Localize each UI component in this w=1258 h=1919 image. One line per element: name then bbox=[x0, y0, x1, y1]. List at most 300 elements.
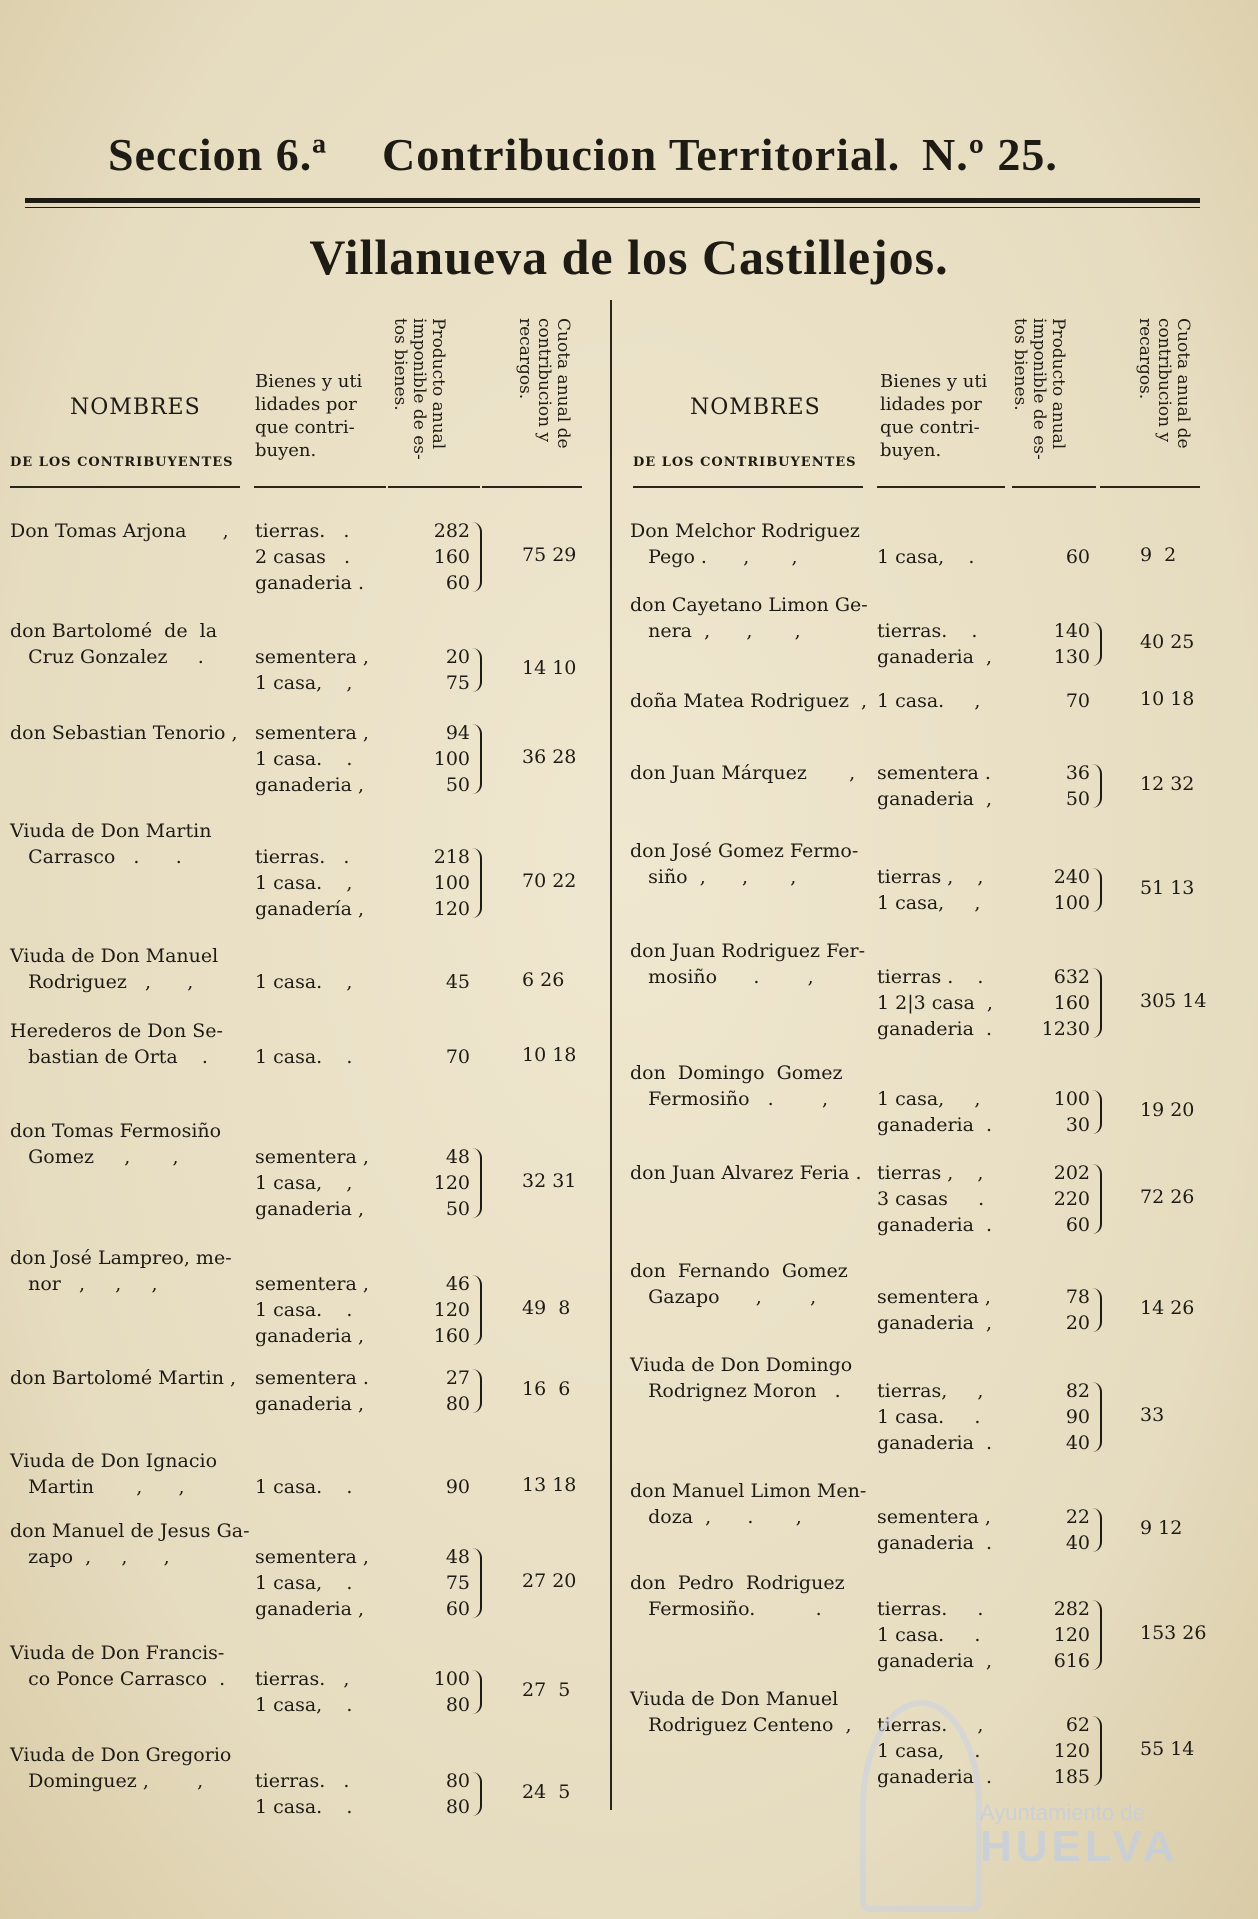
product-amount: 80 bbox=[445, 1770, 470, 1792]
property-item: 1 casa. . bbox=[255, 1046, 353, 1068]
property-item: ganadería , bbox=[255, 898, 365, 920]
contributor-name-line: Fermosiño. . bbox=[630, 1598, 822, 1620]
property-item: ganaderia . bbox=[877, 1214, 993, 1236]
product-amount: 50 bbox=[445, 774, 470, 796]
contributor-name-line: Viuda de Don Domingo bbox=[630, 1354, 853, 1376]
cuota-value: 24 5 bbox=[522, 1781, 571, 1803]
product-amounts bbox=[1030, 1284, 1090, 1336]
contributor-name-line: don Domingo Gomez bbox=[630, 1062, 843, 1084]
contributor-name-line: Gazapo , , bbox=[630, 1286, 817, 1308]
contributor-name-line: Herederos de Don Se- bbox=[10, 1020, 223, 1042]
cuota-value: 10 18 bbox=[1140, 688, 1195, 710]
contributor-name-line: Carrasco . . bbox=[10, 846, 182, 868]
property-items bbox=[255, 1144, 369, 1222]
product-amount: 160 bbox=[433, 1325, 470, 1347]
cuota-value: 153 26 bbox=[1140, 1622, 1207, 1644]
product-amounts bbox=[410, 1474, 470, 1500]
watermark-line1: Ayuntamiento de bbox=[980, 1800, 1145, 1825]
property-item: ganaderia . bbox=[877, 1018, 993, 1040]
contributor-name bbox=[10, 1640, 225, 1692]
property-item: 1 casa. . bbox=[255, 748, 353, 770]
page-title: Villanueva de los Castillejos. bbox=[309, 229, 949, 285]
contributor-name-line: Dominguez , , bbox=[10, 1770, 204, 1792]
product-amount: 30 bbox=[1065, 1114, 1090, 1136]
product-amount: 185 bbox=[1053, 1766, 1090, 1788]
property-item: 1 casa. , bbox=[877, 690, 981, 712]
property-item: sementera , bbox=[255, 1546, 369, 1568]
header-rule-thin bbox=[25, 207, 1200, 208]
product-amount: 632 bbox=[1053, 966, 1090, 988]
grouping-brace bbox=[1090, 764, 1102, 808]
header-bienes-line: buyen. bbox=[255, 440, 317, 461]
grouping-brace bbox=[470, 1670, 482, 1714]
product-amount: 100 bbox=[433, 872, 470, 894]
property-item: ganaderia . bbox=[877, 1114, 993, 1136]
product-amount: 160 bbox=[433, 546, 470, 568]
cuota-value: 6 26 bbox=[522, 969, 565, 991]
cuota-value: 36 28 bbox=[522, 746, 577, 768]
cuota-value: 70 22 bbox=[522, 870, 577, 892]
property-item: sementera , bbox=[877, 1506, 991, 1528]
product-amounts bbox=[1030, 1504, 1090, 1556]
property-item: ganaderia , bbox=[255, 1393, 365, 1415]
contributor-name-line: Fermosiño . , bbox=[630, 1088, 829, 1110]
contributor-name-line: Martin , , bbox=[10, 1476, 185, 1498]
property-items bbox=[877, 964, 993, 1042]
header-bienes-line: Bienes y uti bbox=[880, 371, 988, 392]
product-amounts bbox=[410, 1044, 470, 1070]
contributor-name bbox=[630, 1352, 852, 1404]
property-item: tierras . . bbox=[877, 966, 984, 988]
grouping-brace bbox=[470, 1548, 482, 1618]
header-rule bbox=[482, 486, 582, 488]
product-amounts bbox=[1030, 1712, 1090, 1790]
property-items bbox=[877, 688, 980, 714]
property-item: tierras. . bbox=[255, 520, 350, 542]
header-rule-thick bbox=[25, 198, 1200, 203]
property-item: ganaderia , bbox=[255, 1325, 365, 1347]
contributor-name-line: don Pedro Rodriguez bbox=[630, 1572, 845, 1594]
contributor-name-line: Gomez , , bbox=[10, 1146, 179, 1168]
header-contribuyentes: DE LOS CONTRIBUYENTES bbox=[10, 455, 234, 470]
grouping-brace bbox=[470, 1275, 482, 1345]
product-amount: 100 bbox=[433, 748, 470, 770]
product-amount: 40 bbox=[1065, 1532, 1090, 1554]
property-items bbox=[877, 1378, 992, 1456]
contributor-name bbox=[10, 943, 218, 995]
grouping-brace bbox=[1090, 968, 1102, 1038]
contributor-name-line: nor , , , bbox=[10, 1273, 158, 1295]
grouping-brace bbox=[1090, 1090, 1102, 1134]
header-contribucion: Contribucion Territorial. bbox=[382, 129, 901, 180]
property-item: ganaderia . bbox=[877, 1766, 993, 1788]
contributor-name-line: Pego . , , bbox=[630, 546, 798, 568]
product-amount: 60 bbox=[1065, 546, 1090, 568]
product-amount: 240 bbox=[1053, 866, 1090, 888]
property-item: ganaderia , bbox=[877, 646, 993, 668]
property-item: ganaderia , bbox=[255, 1598, 365, 1620]
property-item: 1 casa. , bbox=[255, 971, 353, 993]
header-nombres: NOMBRES bbox=[690, 395, 821, 420]
header-nombres: NOMBRES bbox=[70, 395, 201, 420]
property-item: 3 casas . bbox=[877, 1188, 985, 1210]
contributor-name-line: don Juan Alvarez Feria . bbox=[630, 1162, 862, 1184]
product-amount: 45 bbox=[445, 971, 470, 993]
product-amount: 218 bbox=[433, 846, 470, 868]
product-amounts bbox=[1030, 760, 1090, 812]
contributor-name bbox=[630, 592, 868, 644]
cuota-value: 19 20 bbox=[1140, 1099, 1195, 1121]
property-items bbox=[255, 720, 369, 798]
property-item: tierras, , bbox=[877, 1380, 984, 1402]
product-amount: 282 bbox=[433, 520, 470, 542]
contributor-name bbox=[630, 1478, 866, 1530]
header-rule bbox=[10, 486, 240, 488]
property-item: sementera , bbox=[877, 1286, 991, 1308]
page-header bbox=[100, 128, 1120, 178]
contributor-name-line: Viuda de Don Francis- bbox=[10, 1642, 225, 1664]
header-rule bbox=[388, 486, 480, 488]
property-item: 1 2|3 casa , bbox=[877, 992, 993, 1014]
product-amount: 1230 bbox=[1041, 1018, 1090, 1040]
cuota-value: 51 13 bbox=[1140, 877, 1195, 899]
contributor-name bbox=[10, 1245, 232, 1297]
contributor-name-line: Viuda de Don Manuel bbox=[10, 945, 219, 967]
grouping-brace bbox=[470, 522, 482, 592]
cuota-value: 27 5 bbox=[522, 1679, 571, 1701]
product-amount: 282 bbox=[1053, 1598, 1090, 1620]
property-items bbox=[255, 1474, 352, 1500]
product-amounts bbox=[410, 1666, 470, 1718]
grouping-brace bbox=[470, 848, 482, 918]
product-amount: 60 bbox=[445, 572, 470, 594]
contributor-name-line: don Cayetano Limon Ge- bbox=[630, 594, 868, 616]
cuota-value: 14 26 bbox=[1140, 1297, 1195, 1319]
property-items bbox=[255, 1666, 352, 1718]
product-amounts bbox=[1030, 618, 1090, 670]
property-items bbox=[877, 1596, 992, 1674]
property-items bbox=[877, 618, 992, 670]
header-bienes-line: buyen. bbox=[880, 440, 942, 461]
cuota-value: 32 31 bbox=[522, 1170, 577, 1192]
contributor-name-line: don José Gomez Fermo- bbox=[630, 840, 859, 862]
product-amount: 50 bbox=[445, 1198, 470, 1220]
property-items bbox=[877, 760, 992, 812]
product-amount: 78 bbox=[1065, 1286, 1090, 1308]
product-amount: 120 bbox=[1053, 1740, 1090, 1762]
contributor-name-line: don Tomas Fermosiño bbox=[10, 1120, 222, 1142]
product-amounts bbox=[1030, 964, 1090, 1042]
product-amount: 100 bbox=[1053, 892, 1090, 914]
contributor-name bbox=[630, 688, 867, 714]
product-amount: 90 bbox=[445, 1476, 470, 1498]
contributor-name bbox=[630, 1570, 845, 1622]
product-amount: 220 bbox=[1053, 1188, 1090, 1210]
contributor-name-line: Viuda de Don Manuel bbox=[630, 1688, 839, 1710]
property-item: ganaderia , bbox=[255, 1198, 365, 1220]
product-amount: 130 bbox=[1053, 646, 1090, 668]
contributor-name-line: nera , , , bbox=[630, 620, 801, 642]
cuota-value: 13 18 bbox=[522, 1474, 577, 1496]
watermark bbox=[980, 1800, 1178, 1872]
contributor-name-line: siño , , , bbox=[630, 866, 797, 888]
cuota-value: 72 26 bbox=[1140, 1186, 1195, 1208]
right-column bbox=[630, 300, 1220, 1800]
product-amounts bbox=[1030, 864, 1090, 916]
product-amount: 40 bbox=[1065, 1432, 1090, 1454]
property-items bbox=[255, 644, 369, 696]
property-items bbox=[877, 1284, 992, 1336]
contributor-name-line: Viuda de Don Gregorio bbox=[10, 1744, 232, 1766]
grouping-brace bbox=[1090, 1716, 1102, 1786]
property-item: ganaderia . bbox=[255, 572, 365, 594]
product-amounts bbox=[410, 1144, 470, 1222]
product-amount: 100 bbox=[1053, 1088, 1090, 1110]
product-amounts bbox=[410, 644, 470, 696]
grouping-brace bbox=[1090, 1288, 1102, 1332]
contributor-name bbox=[630, 760, 855, 786]
product-amounts bbox=[1030, 688, 1090, 714]
cuota-value: 14 10 bbox=[522, 657, 577, 679]
product-amount: 70 bbox=[1065, 690, 1090, 712]
grouping-brace bbox=[1090, 1382, 1102, 1452]
grouping-brace bbox=[470, 724, 482, 794]
property-item: sementera , bbox=[255, 1273, 369, 1295]
header-cuota: Cuota anual de contribucion y recargos. bbox=[1135, 318, 1193, 449]
contributor-name-line: co Ponce Carrasco . bbox=[10, 1668, 226, 1690]
cuota-value: 33 bbox=[1140, 1404, 1165, 1426]
contributor-name bbox=[630, 1060, 843, 1112]
product-amount: 80 bbox=[445, 1393, 470, 1415]
property-item: tierras. . bbox=[255, 846, 350, 868]
product-amount: 202 bbox=[1053, 1162, 1090, 1184]
contributor-name bbox=[630, 1258, 848, 1310]
property-item: ganaderia , bbox=[877, 1650, 993, 1672]
property-item: tierras. . bbox=[877, 620, 978, 642]
product-amount: 60 bbox=[445, 1598, 470, 1620]
property-item: 2 casas . bbox=[255, 546, 351, 568]
property-items bbox=[255, 1544, 369, 1622]
product-amount: 160 bbox=[1053, 992, 1090, 1014]
cuota-value: 9 12 bbox=[1140, 1517, 1183, 1539]
product-amounts bbox=[410, 1271, 470, 1349]
product-amount: 120 bbox=[433, 898, 470, 920]
product-amount: 80 bbox=[445, 1694, 470, 1716]
contributor-name bbox=[10, 818, 211, 870]
contributor-name bbox=[10, 720, 238, 746]
contributor-name-line: Rodriguez Centeno , bbox=[630, 1714, 852, 1736]
product-amount: 20 bbox=[445, 646, 470, 668]
grouping-brace bbox=[470, 1369, 482, 1413]
contributor-name-line: doña Matea Rodriguez , bbox=[630, 690, 868, 712]
watermark-seal bbox=[860, 1700, 982, 1912]
contributor-name-line: Cruz Gonzalez . bbox=[10, 646, 204, 668]
contributor-name-line: don José Lampreo, me- bbox=[10, 1247, 232, 1269]
property-items bbox=[255, 1365, 369, 1417]
product-amount: 46 bbox=[445, 1273, 470, 1295]
product-amounts bbox=[1030, 1378, 1090, 1456]
property-item: 1 casa. . bbox=[255, 1796, 353, 1818]
contributor-name-line: Don Melchor Rodriguez bbox=[630, 520, 860, 542]
product-amount: 120 bbox=[1053, 1624, 1090, 1646]
property-item: 1 casa, , bbox=[877, 892, 981, 914]
product-amounts bbox=[410, 1365, 470, 1417]
property-item: 1 casa. . bbox=[877, 1624, 981, 1646]
grouping-brace bbox=[1090, 1600, 1102, 1670]
property-item: 1 casa. , bbox=[255, 872, 353, 894]
header-rule bbox=[1012, 486, 1096, 488]
property-items bbox=[877, 1086, 992, 1138]
product-amount: 22 bbox=[1065, 1506, 1090, 1528]
contributor-name-line: don Juan Rodriguez Fer- bbox=[630, 940, 865, 962]
product-amount: 48 bbox=[445, 1146, 470, 1168]
contributor-name-line: Rodrignez Moron . bbox=[630, 1380, 841, 1402]
property-item: ganaderia . bbox=[877, 1532, 993, 1554]
cuota-value: 49 8 bbox=[522, 1297, 571, 1319]
property-items bbox=[255, 1271, 369, 1349]
property-item: 1 casa, . bbox=[255, 1572, 353, 1594]
cuota-value: 40 25 bbox=[1140, 631, 1195, 653]
left-column bbox=[10, 300, 600, 1818]
property-item: 1 casa, . bbox=[877, 546, 975, 568]
cuota-value: 305 14 bbox=[1140, 990, 1207, 1012]
header-bienes bbox=[255, 370, 375, 462]
property-items bbox=[255, 844, 364, 922]
contributor-name bbox=[630, 518, 860, 570]
product-amount: 80 bbox=[445, 1796, 470, 1818]
contributor-name-line: bastian de Orta . bbox=[10, 1046, 208, 1068]
product-amount: 140 bbox=[1053, 620, 1090, 642]
contributor-name-line: don Manuel Limon Men- bbox=[630, 1480, 867, 1502]
property-item: 1 casa. . bbox=[255, 1476, 353, 1498]
header-bienes-line: lidades por bbox=[880, 394, 982, 415]
contributor-name bbox=[10, 1365, 236, 1391]
product-amount: 120 bbox=[433, 1172, 470, 1194]
contributor-name bbox=[10, 1448, 217, 1500]
contributor-name bbox=[630, 938, 865, 990]
product-amounts bbox=[410, 844, 470, 922]
contributor-name-line: Don Tomas Arjona , bbox=[10, 520, 229, 542]
property-item: tierras. , bbox=[877, 1714, 984, 1736]
contributor-name bbox=[10, 618, 217, 670]
property-item: tierras , , bbox=[877, 1162, 984, 1184]
product-amount: 20 bbox=[1065, 1312, 1090, 1334]
header-bienes-line: lidades por bbox=[255, 394, 357, 415]
product-amounts bbox=[410, 1544, 470, 1622]
property-item: 1 casa, , bbox=[255, 1172, 353, 1194]
product-amounts bbox=[410, 720, 470, 798]
property-item: ganaderia , bbox=[877, 1312, 993, 1334]
grouping-brace bbox=[470, 1148, 482, 1218]
contributor-name-line: don Sebastian Tenorio , bbox=[10, 722, 238, 744]
header-bienes-line: que contri- bbox=[255, 417, 355, 438]
product-amounts bbox=[1030, 1160, 1090, 1238]
product-amounts bbox=[410, 969, 470, 995]
product-amounts bbox=[1030, 1596, 1090, 1674]
product-amount: 616 bbox=[1053, 1650, 1090, 1672]
header-rule bbox=[633, 486, 863, 488]
contributor-name-line: don Juan Márquez , bbox=[630, 762, 856, 784]
product-amount: 100 bbox=[433, 1668, 470, 1690]
property-item: 1 casa, . bbox=[877, 1740, 981, 1762]
product-amount: 75 bbox=[445, 1572, 470, 1594]
contributor-name bbox=[10, 518, 229, 544]
grouping-brace bbox=[470, 1772, 482, 1816]
watermark-line2: HUELVA bbox=[980, 1822, 1179, 1871]
contributor-name-line: don Fernando Gomez bbox=[630, 1260, 848, 1282]
contributor-name-line: doza , . , bbox=[630, 1506, 802, 1528]
header-bienes-line: que contri- bbox=[880, 417, 980, 438]
product-amount: 27 bbox=[445, 1367, 470, 1389]
cuota-value: 16 6 bbox=[522, 1378, 571, 1400]
contributor-name bbox=[630, 1686, 852, 1738]
contributor-name-line: Rodriguez , , bbox=[10, 971, 194, 993]
grouping-brace bbox=[1090, 1508, 1102, 1552]
header-cuota: Cuota anual de contribucion y recargos. bbox=[515, 318, 573, 449]
property-items bbox=[877, 544, 974, 570]
header-numero: N.º 25. bbox=[922, 129, 1058, 180]
property-item: sementera . bbox=[877, 762, 991, 784]
grouping-brace bbox=[1090, 622, 1102, 666]
contributor-name-line: Viuda de Don Ignacio bbox=[10, 1450, 218, 1472]
property-items bbox=[877, 864, 983, 916]
contributor-name bbox=[10, 1118, 221, 1170]
property-item: 1 casa, , bbox=[255, 672, 353, 694]
header-contribuyentes: DE LOS CONTRIBUYENTES bbox=[633, 455, 857, 470]
property-items bbox=[255, 1768, 352, 1820]
property-item: 1 casa. . bbox=[877, 1406, 981, 1428]
header-rule bbox=[254, 486, 386, 488]
product-amount: 82 bbox=[1065, 1380, 1090, 1402]
contributor-name bbox=[10, 1742, 231, 1794]
property-item: ganaderia , bbox=[255, 774, 365, 796]
property-items bbox=[877, 1504, 992, 1556]
contributor-name bbox=[10, 1518, 250, 1570]
property-items bbox=[255, 969, 352, 995]
property-item: sementera , bbox=[255, 646, 369, 668]
grouping-brace bbox=[470, 648, 482, 692]
grouping-brace bbox=[1090, 868, 1102, 912]
product-amounts bbox=[1030, 544, 1090, 570]
contributor-name-line: mosiño . , bbox=[630, 966, 814, 988]
product-amount: 94 bbox=[445, 722, 470, 744]
contributor-name-line: don Bartolomé de la bbox=[10, 620, 218, 642]
product-amount: 62 bbox=[1065, 1714, 1090, 1736]
cuota-value: 55 14 bbox=[1140, 1738, 1195, 1760]
product-amount: 120 bbox=[433, 1299, 470, 1321]
header-producto: Producto anual imponible de es-tos bienes. bbox=[1010, 318, 1068, 460]
property-item: tierras , , bbox=[877, 866, 984, 888]
column-divider bbox=[610, 300, 612, 1810]
cuota-value: 10 18 bbox=[522, 1044, 577, 1066]
header-bienes-line: Bienes y uti bbox=[255, 371, 363, 392]
header-seccion: Seccion 6.ª bbox=[108, 129, 327, 180]
contributor-name bbox=[630, 1160, 862, 1186]
property-item: 1 casa, , bbox=[877, 1088, 981, 1110]
contributor-name-line: Viuda de Don Martin bbox=[10, 820, 212, 842]
header-bienes bbox=[880, 370, 1000, 462]
cuota-value: 12 32 bbox=[1140, 773, 1195, 795]
property-items bbox=[877, 1160, 992, 1238]
cuota-value: 27 20 bbox=[522, 1570, 577, 1592]
property-item: ganaderia , bbox=[877, 788, 993, 810]
product-amounts bbox=[410, 1768, 470, 1820]
property-item: ganaderia . bbox=[877, 1432, 993, 1454]
property-item: tierras. , bbox=[255, 1668, 350, 1690]
property-item: tierras. . bbox=[877, 1598, 984, 1620]
product-amount: 48 bbox=[445, 1546, 470, 1568]
header-rule bbox=[1100, 486, 1200, 488]
